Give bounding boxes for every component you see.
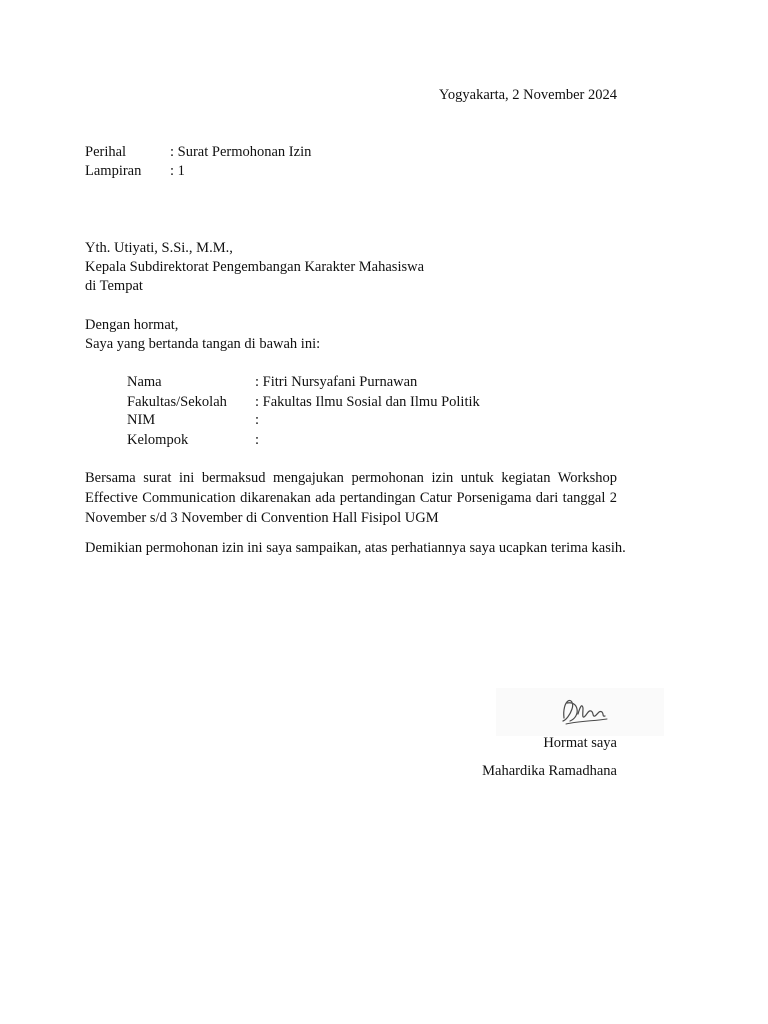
attachment-value: : 1 (170, 163, 185, 179)
field-value-nim: : (255, 412, 260, 428)
field-label-fakultas: Fakultas/Sekolah (127, 394, 227, 410)
subject-label: Perihal (85, 144, 127, 160)
regards-text: Hormat saya (543, 735, 617, 751)
field-value-nama: : Fitri Nursyafani Purnawan (255, 374, 418, 390)
field-label-kelompok: Kelompok (127, 432, 189, 448)
recipient-name: Yth. Utiyati, S.Si., M.M., (85, 240, 233, 256)
signature-image (496, 688, 664, 736)
body-paragraph: Bersama surat ini bermaksud mengajukan permohonan izin untuk kegiatan Workshop Effective Communication dikarenakan ada pertandingan Catur Porsenigama dari tanggal 2 November s/d 3 November di Convention Hall Fisipol UGM (85, 470, 617, 526)
field-value-kelompok: : (255, 432, 260, 448)
field-label-nim: NIM (127, 412, 156, 428)
recipient-position: Kepala Subdirektorat Pengembangan Karakter Mahasiswa (85, 259, 425, 275)
closing-paragraph: Demikian permohonan izin ini saya sampaikan, atas perhatiannya saya ucapkan terima kasih. (85, 540, 626, 556)
place-date: Yogyakarta, 2 November 2024 (438, 87, 617, 103)
recipient-location: di Tempat (85, 278, 143, 294)
attachment-label: Lampiran (85, 163, 142, 179)
subject-value: : Surat Permohonan Izin (170, 144, 312, 160)
greeting: Dengan hormat, (85, 317, 179, 333)
field-label-nama: Nama (127, 374, 162, 390)
signer-name: Mahardika Ramadhana (482, 763, 617, 779)
handwritten-signature (496, 688, 664, 736)
field-value-fakultas: : Fakultas Ilmu Sosial dan Ilmu Politik (255, 394, 480, 410)
intro-text: Saya yang bertanda tangan di bawah ini: (85, 336, 321, 352)
